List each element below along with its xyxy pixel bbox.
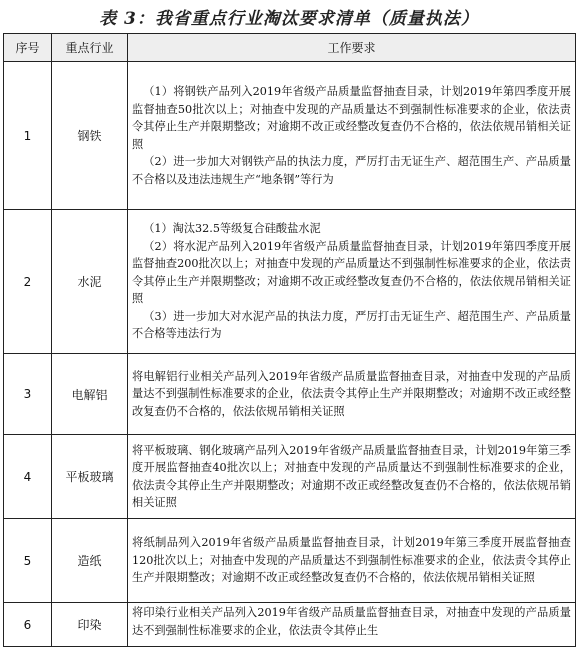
- requirement-paragraph: （3）进一步加大对水泥产品的执法力度，严厉打击无证生产、超范围生产、产品质量不合格等违法行为: [132, 309, 571, 341]
- row-number: 1: [4, 62, 52, 210]
- requirement-paragraph: 将纸制品列入2019年省级产品质量监督抽查目录，计划2019年第三季度开展监督抽查120批次以上；对抽查中发现的产品质量达不到强制性标准要求的企业，依法责令其停止生产并限期整改；对逾期不改正或经整改复查仍不合格的，依法依规吊销相关证照: [132, 536, 571, 585]
- requirement-paragraph: 将印染行业相关产品列入2019年省级产品质量监督抽查目录，对抽查中发现的产品质量达不到强制性标准要求的企业，依法责令其停止生: [132, 606, 571, 637]
- table-row: [4, 603, 576, 647]
- requirement-paragraph: （2）将水泥产品列入2019年省级产品质量监督抽查目录，计划2019年第四季度开展监督抽查200批次以上；对抽查中发现的产品质量达不到强制性标准要求的企业，依法责令其停止生产并限期整改；对逾期不改正或经整改复查仍不合格的，依法依规吊销相关证照: [132, 239, 571, 306]
- requirement-cell: [128, 62, 576, 210]
- requirement-cell: [128, 354, 576, 435]
- table-header-row: [4, 34, 576, 62]
- table-row: [4, 210, 576, 354]
- header-industry: 重点行业: [52, 34, 128, 62]
- row-number: 2: [4, 210, 52, 354]
- requirement-cell: [128, 435, 576, 519]
- industry-name: 造纸: [52, 519, 128, 603]
- requirement-paragraph: （1）将钢铁产品列入2019年省级产品质量监督抽查目录，计划2019年第四季度开展监督抽查50批次以上；对抽查中发现的产品质量达不到强制性标准要求的企业，依法责令其停止生产并限期整改；对逾期不改正或经整改复查仍不合格的，依法依规吊销相关证照: [132, 85, 571, 151]
- row-number: 3: [4, 354, 52, 435]
- industry-name: 钢铁: [52, 62, 128, 210]
- table-row: [4, 354, 576, 435]
- industry-name: 印染: [52, 603, 128, 647]
- row-number: 4: [4, 435, 52, 519]
- requirement-cell: [128, 210, 576, 354]
- requirement-paragraph: 将电解铝行业相关产品列入2019年省级产品质量监督抽查目录，对抽查中发现的产品质量达不到强制性标准要求的企业，依法责令其停止生产并限期整改；对逾期不改正或经整改复查仍不合格的，依法依规吊销相关证照: [132, 369, 571, 418]
- table-row: [4, 62, 576, 210]
- requirement-paragraph: （2）进一步加大对钢铁产品的执法力度，严厉打击无证生产、超范围生产、产品质量不合格以及违法违规生产“地条钢”等行为: [132, 155, 571, 186]
- requirement-paragraph: 将平板玻璃、钢化玻璃产品列入2019年省级产品质量监督抽查目录，计划2019年第三季度开展监督抽查40批次以上；对抽查中发现的产品质量达不到强制性标准要求的企业，依法责令其停止生产并限期整改；对逾期不改正或经整改复查仍不合格的，依法依规吊销相关证照: [132, 443, 571, 509]
- row-number: 6: [4, 603, 52, 647]
- header-requirements: 工作要求: [128, 34, 576, 62]
- requirement-cell: [128, 519, 576, 603]
- industry-name: 电解铝: [52, 354, 128, 435]
- industry-name: 水泥: [52, 210, 128, 354]
- requirement-cell: [128, 603, 576, 647]
- table-row: [4, 519, 576, 603]
- table-title: 表 3：我省重点行业淘汰要求清单（质量执法）: [99, 9, 479, 29]
- requirements-table: [3, 33, 576, 647]
- industry-name: 平板玻璃: [52, 435, 128, 519]
- requirement-paragraph: （1）淘汰32.5等级复合硅酸盐水泥: [143, 222, 321, 236]
- header-no: 序号: [4, 34, 52, 62]
- table-row: [4, 435, 576, 519]
- row-number: 5: [4, 519, 52, 603]
